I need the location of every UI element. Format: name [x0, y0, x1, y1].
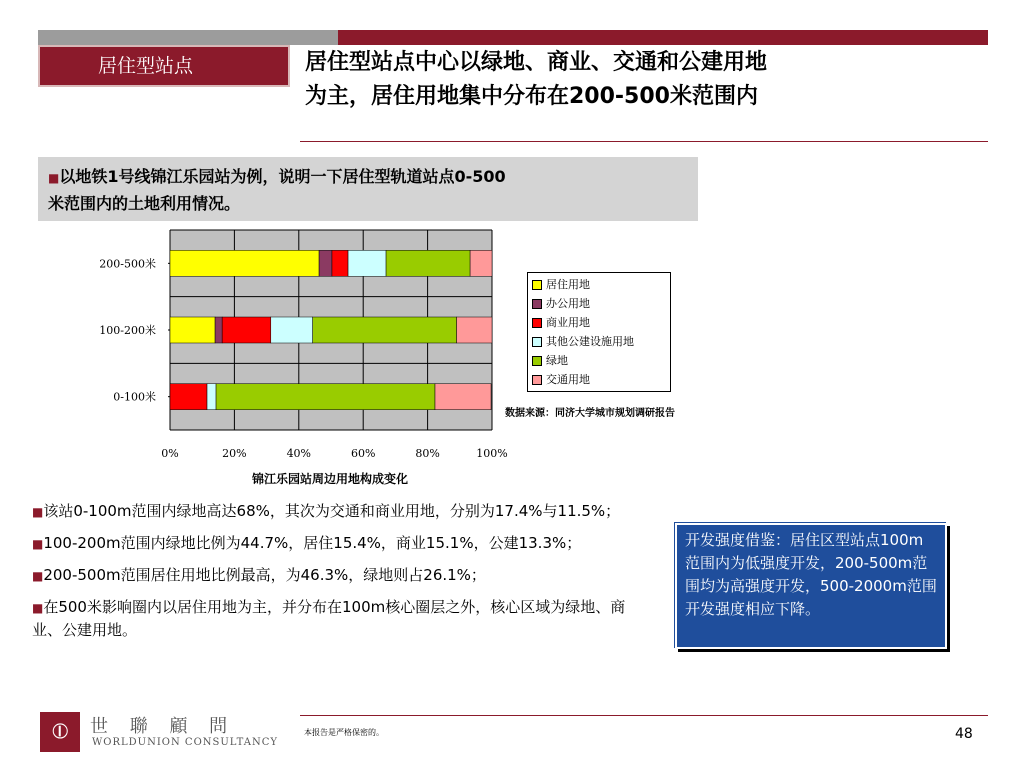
bar-segment: [457, 317, 492, 343]
intro-line-1: 以地铁1号线锦江乐园站为例，说明一下居住型轨道站点0-500: [59, 167, 506, 186]
intro-box: [38, 157, 698, 221]
confidentiality-note: 本报告是严格保密的。: [304, 728, 384, 737]
footer-divider: [300, 715, 988, 716]
x-tick-label: 60%: [350, 447, 376, 460]
finding-item: [32, 500, 632, 523]
finding-item: [32, 532, 632, 555]
legend-item: [532, 332, 666, 351]
bar-segment: [470, 250, 492, 276]
square-bullet-icon: ■: [32, 537, 44, 551]
headline-line-1: 居住型站点中心以绿地、商业、交通和公建用地: [305, 50, 768, 75]
chart-caption: 锦江乐园站周边用地构成变化: [251, 472, 408, 486]
legend-swatch: [532, 337, 542, 347]
bar-segment: [435, 384, 491, 410]
bar-segment: [207, 384, 216, 410]
data-source-note: 数据来源：同济大学城市规划调研报告: [505, 408, 675, 419]
square-bullet-icon: ■: [32, 569, 44, 583]
x-tick-label: 40%: [286, 447, 312, 460]
intro-line-2: 米范围内的土地利用情况。: [48, 194, 241, 213]
land-use-stacked-bar-chart: [70, 225, 520, 470]
x-tick-label: 0%: [161, 447, 179, 460]
worldunion-logo-icon: ⦶: [40, 712, 80, 752]
legend-swatch: [532, 299, 542, 309]
legend-item: [532, 275, 666, 294]
bar-segment: [332, 250, 348, 276]
bar-segment: [348, 250, 386, 276]
bar-segment: [222, 317, 271, 343]
legend-swatch: [532, 318, 542, 328]
legend-item: [532, 313, 666, 332]
legend-label: 其他公建设施用地: [546, 335, 634, 348]
top-banner-accent: [338, 30, 988, 45]
section-tag: 居住型站点: [38, 45, 290, 87]
legend-swatch: [532, 375, 542, 385]
square-bullet-icon: ■: [48, 171, 60, 185]
legend-label: 商业用地: [546, 316, 590, 329]
bar-segment: [271, 317, 313, 343]
square-bullet-icon: ■: [32, 601, 44, 615]
development-intensity-callout: 开发强度借鉴：居住区型站点100m范围内为低强度开发，200-500m范围均为高强度开发，500-2000m范围开发强度相应下降。: [675, 523, 947, 649]
legend-label: 绿地: [546, 354, 568, 367]
legend-item: [532, 351, 666, 370]
bar-segment: [216, 384, 435, 410]
finding-item: [32, 596, 632, 641]
legend-swatch: [532, 280, 542, 290]
bar-segment: [170, 317, 215, 343]
bar-segment: [170, 250, 319, 276]
bar-segment: [386, 250, 470, 276]
chart-legend: [527, 272, 671, 392]
slide-headline: [305, 46, 995, 114]
finding-text: 200-500m范围居住用地比例最高，为46.3%，绿地则占26.1%；: [43, 566, 486, 584]
top-banner-bar: [38, 30, 988, 45]
bar-segment: [319, 250, 332, 276]
x-tick-label: 20%: [222, 447, 247, 460]
legend-label: 居住用地: [546, 278, 590, 291]
x-tick-label: 80%: [415, 447, 440, 460]
headline-line-2: 为主，居住用地集中分布在200-500米范围内: [305, 84, 758, 109]
finding-text: 该站0-100m范围内绿地高达68%，其次为交通和商业用地，分别为17.4%与11.5%；: [43, 502, 621, 520]
finding-text: 在500米影响圈内以居住用地为主，并分布在100m核心圈层之外，核心区域为绿地、商业、公建用地。: [32, 598, 626, 639]
bar-segment: [170, 384, 207, 410]
legend-swatch: [532, 356, 542, 366]
finding-item: [32, 564, 632, 587]
legend-label: 办公用地: [546, 297, 590, 310]
logo-chinese-name: 世 聯 顧 問: [90, 716, 236, 737]
logo-english-name: WORLDUNION CONSULTANCY: [92, 737, 278, 748]
key-findings-list: [32, 500, 632, 650]
y-category-label: 100-200米: [99, 324, 156, 337]
y-category-label: 0-100米: [113, 390, 156, 404]
legend-item: [532, 294, 666, 313]
legend-item: [532, 370, 666, 389]
bar-segment: [215, 317, 222, 343]
page-number: 48: [955, 726, 973, 742]
bar-segment: [313, 317, 457, 343]
x-tick-label: 100%: [476, 447, 508, 460]
finding-text: 100-200m范围内绿地比例为44.7%，居住15.4%，商业15.1%，公建13.3%；: [43, 534, 582, 552]
headline-divider: [300, 141, 988, 142]
y-category-label: 200-500米: [99, 257, 156, 271]
square-bullet-icon: ■: [32, 505, 44, 519]
legend-label: 交通用地: [546, 373, 590, 386]
